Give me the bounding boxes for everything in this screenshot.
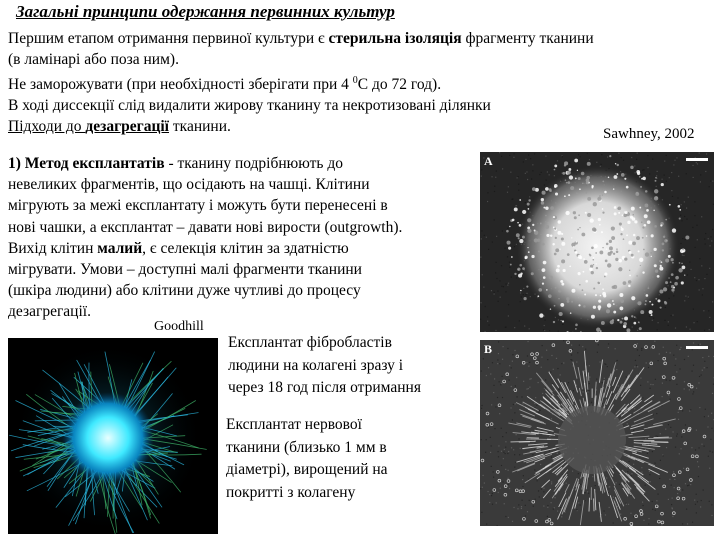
caption-fibroblast-explant xyxy=(228,332,421,400)
intro-text xyxy=(8,28,713,137)
caption-fibroblast-line: Експлантат фібробластів xyxy=(228,334,392,351)
method-line-1 xyxy=(8,153,478,174)
method-line-8: дезагрегації. xyxy=(8,303,91,321)
caption-fibroblast-line: через 18 год після отримання xyxy=(228,379,421,396)
caption-nerve-line: покритті з колагену xyxy=(226,483,356,501)
caption-fibroblast-line: людини на колагені зразу і xyxy=(228,356,404,374)
intro-line-1-start: Першим етапом отримання первиної культури є xyxy=(8,30,329,47)
method-line-4: нові чашки, а експлантат – давати нові вирости (outgrowth). xyxy=(8,218,403,236)
panel-a-label: A xyxy=(484,154,493,168)
explant-method-text xyxy=(8,153,478,323)
method-line-1-end: - тканину подрібнюють до xyxy=(164,155,343,172)
method-line-5-end: , є селекція клітин за здатністю xyxy=(142,239,349,257)
method-number: 1 xyxy=(8,155,16,172)
nerve-explant-fluorescence-image xyxy=(8,338,218,534)
fibroblast-explant-panel-a-drawing xyxy=(480,152,714,332)
intro-line-3 xyxy=(8,70,713,95)
method-line-5-start: Вихід клітин xyxy=(8,239,98,257)
intro-line-1-end: фрагменту тканини xyxy=(461,30,594,47)
caption-nerve-line: Експлантат нервової xyxy=(226,416,362,433)
method-line-7: (шкіра людини) або клітини дуже чутливі до процесу xyxy=(8,282,361,300)
slide-title: Загальні принципи одержання первинних культур xyxy=(16,2,395,21)
caption-nerve-line: діаметрі), вирощений на xyxy=(226,461,388,478)
disaggregation-heading-bold: дезагрегації xyxy=(85,118,169,136)
intro-line-1-bold: стерильна ізоляція xyxy=(328,30,462,47)
panel-b-label: B xyxy=(484,342,493,356)
nerve-explant-fluorescence-drawing xyxy=(8,338,218,534)
caption-nerve-explant xyxy=(226,414,388,504)
panel-b-scale-bar xyxy=(686,346,708,349)
method-line-6: мігрувати. Умови – доступні малі фрагменти тканини xyxy=(8,261,362,279)
citation-goodhill: Goodhill xyxy=(154,319,204,334)
degree-sup: 0 xyxy=(352,75,358,86)
method-line-5-bold: малий xyxy=(97,239,143,257)
disaggregation-heading-start: Підходи до xyxy=(8,118,86,136)
fibroblast-explant-panel-b-drawing xyxy=(480,340,714,526)
fibroblast-explant-panel-a xyxy=(480,152,714,332)
fibroblast-explant-panel-b xyxy=(480,340,714,526)
intro-line-3-start: Не заморожувати (при необхідності зберігати при 4 xyxy=(8,76,353,94)
method-line-5 xyxy=(8,238,478,259)
intro-line-2: (в ламінарі або поза ним). xyxy=(8,51,179,68)
intro-line-4: В ході диссекції слід видалити жирову тканину та некротизовані ділянки xyxy=(8,97,491,115)
citation-sawhney: Sawhney, 2002 xyxy=(603,126,695,142)
intro-line-3-end: С до 72 год). xyxy=(357,76,442,94)
method-line-3: мігрують за межі експлантату і можуть бути перенесені в xyxy=(8,197,388,215)
caption-nerve-line: тканини (близько 1 мм в xyxy=(226,438,387,456)
method-line-2: невеликих фрагментів, що осідають на чашці. Клітини xyxy=(8,176,370,194)
intro-line-1 xyxy=(8,28,713,49)
method-heading: ) Метод експлантатів xyxy=(15,155,165,172)
disaggregation-heading-end: тканини. xyxy=(169,118,231,136)
panel-a-scale-bar xyxy=(686,158,708,161)
